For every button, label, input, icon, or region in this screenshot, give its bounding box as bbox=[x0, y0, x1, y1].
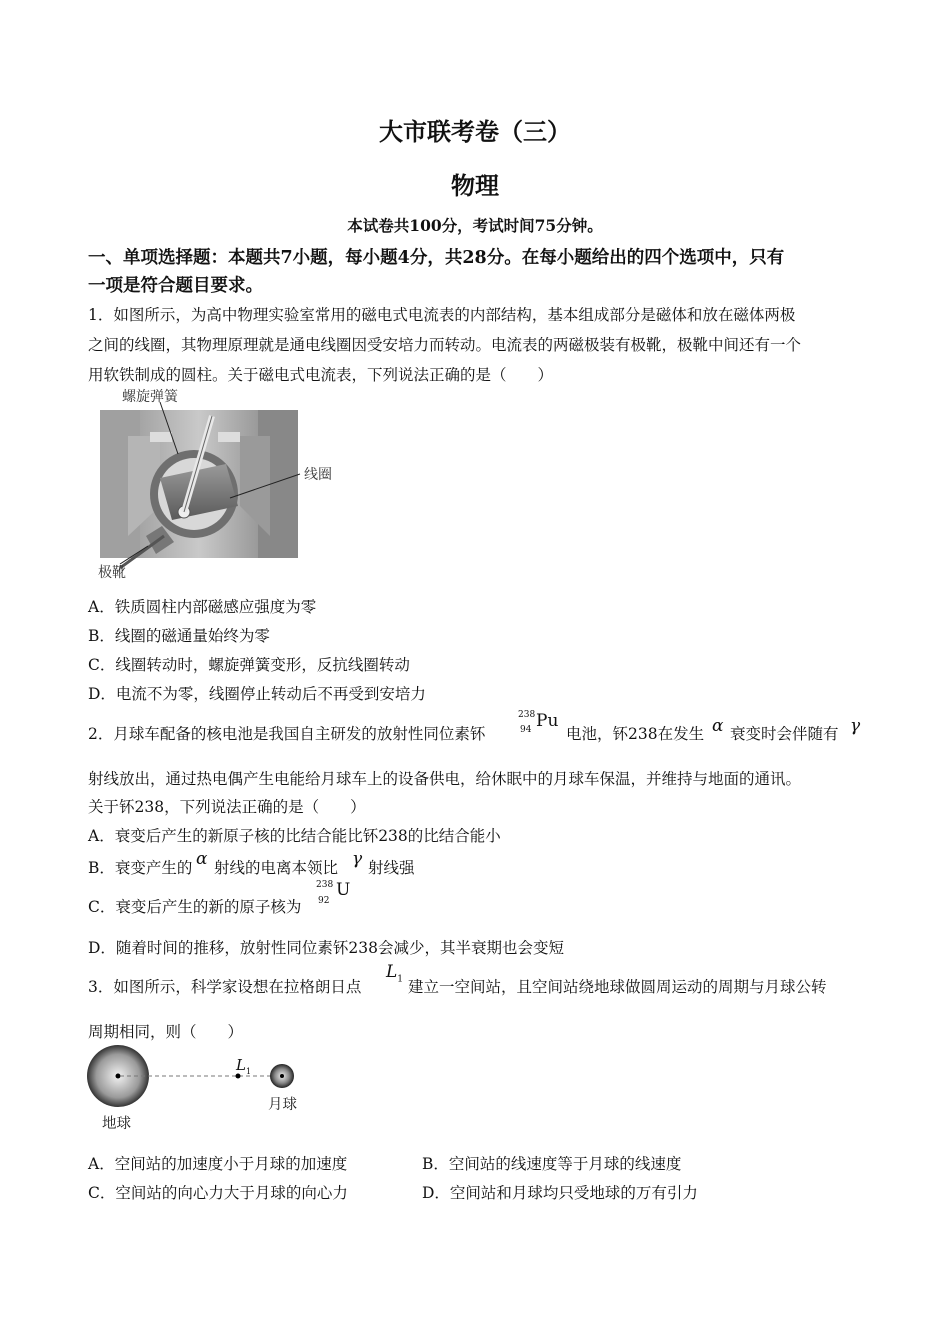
q2-line2: 射线放出，通过热电偶产生电能给月球车上的设备供电，给休眠中的月球车保温，并维持与地面的通讯。 bbox=[88, 770, 802, 788]
section-heading-line2: 一项是符合题目要求。 bbox=[88, 276, 263, 296]
l1-subscript: 1 bbox=[397, 974, 404, 985]
q1-option-b: B．线圈的磁通量始终为零 bbox=[88, 627, 270, 645]
q3-option-b: B．空间站的线速度等于月球的线速度 bbox=[422, 1155, 682, 1173]
q1-line3: 用软铁制成的圆柱。关于磁电式电流表，下列说法正确的是（ ） bbox=[88, 366, 554, 384]
q3-option-a: A．空间站的加速度小于月球的加速度 bbox=[88, 1155, 348, 1173]
l1-label bbox=[236, 1056, 251, 1076]
alpha-symbol: α bbox=[712, 716, 724, 736]
pu-atomic-number: 94 bbox=[520, 725, 532, 735]
l1-letter: L bbox=[386, 962, 398, 982]
l1-symbol bbox=[386, 962, 403, 984]
q2-line1-c: 衰变时会伴随有 bbox=[730, 725, 839, 743]
q1-line1: 1．如图所示，为高中物理实验室常用的磁电式电流表的内部结构，基本组成部分是磁体和放在磁体两极 bbox=[88, 306, 796, 324]
q2-option-d: D．随着时间的推移，放射性同位素钚238会减少，其半衰期也会变短 bbox=[88, 939, 565, 957]
exam-title: 大市联考卷（三） bbox=[379, 117, 571, 146]
earth-label: 地球 bbox=[102, 1116, 131, 1132]
gamma-symbol: γ bbox=[850, 716, 861, 736]
pu-mass-number: 238 bbox=[518, 710, 536, 720]
q2-option-a: A．衰变后产生的新原子核的比结合能比钚238的比结合能小 bbox=[88, 827, 501, 845]
pu-symbol: Pu bbox=[536, 711, 559, 731]
q2-line3: 关于钚238，下列说法正确的是（ ） bbox=[88, 798, 366, 816]
q1-line2: 之间的线圈，其物理原理就是通电线圈因受安培力而转动。电流表的两磁极装有极靴，极靴中间还有一个 bbox=[88, 336, 802, 354]
q1-option-c: C．线圈转动时，螺旋弹簧变形，反抗线圈转动 bbox=[88, 656, 410, 674]
q3-line1-a: 3．如图所示，科学家设想在拉格朗日点 bbox=[88, 978, 362, 996]
label-pole-shoe: 极靴 bbox=[98, 565, 126, 581]
q2-line1-b: 电池，钚238在发生 bbox=[566, 725, 705, 743]
q2-option-b-part3: 射线强 bbox=[368, 859, 415, 877]
q3-option-d: D．空间站和月球均只受地球的万有引力 bbox=[422, 1184, 698, 1202]
subject-title: 物理 bbox=[451, 171, 499, 200]
exam-info: 本试卷共100分，考试时间75分钟。 bbox=[347, 216, 603, 235]
u-atomic-number: 92 bbox=[318, 896, 330, 906]
l1-label-letter: L bbox=[236, 1056, 246, 1074]
q1-option-a: A．铁质圆柱内部磁感应强度为零 bbox=[88, 598, 317, 616]
q3-option-c: C．空间站的向心力大于月球的向心力 bbox=[88, 1184, 348, 1202]
label-coil: 线圈 bbox=[304, 467, 332, 483]
q1-option-d: D．电流不为零，线圈停止转动后不再受到安培力 bbox=[88, 685, 426, 703]
label-spring: 螺旋弹簧 bbox=[122, 389, 178, 405]
lagrange-figure bbox=[84, 1044, 324, 1136]
moon-label: 月球 bbox=[268, 1097, 297, 1113]
q2-option-c-part1: C．衰变后产生的新的原子核为 bbox=[88, 898, 302, 916]
section-heading-line1: 一、单项选择题：本题共7小题，每小题4分，共28分。在每小题给出的四个选项中，只有 bbox=[88, 248, 785, 268]
q2-line1-a: 2．月球车配备的核电池是我国自主研发的放射性同位素钚 bbox=[88, 725, 486, 743]
l1-label-sub: 1 bbox=[245, 1067, 252, 1076]
gamma-symbol-b: γ bbox=[352, 849, 363, 869]
alpha-symbol-b: α bbox=[196, 849, 208, 869]
q3-line1-b: 建立一空间站，且空间站绕地球做圆周运动的周期与月球公转 bbox=[408, 978, 827, 996]
q2-option-b-part1: B．衰变产生的 bbox=[88, 859, 193, 877]
u-symbol: U bbox=[336, 880, 351, 900]
q2-option-b-part2: 射线的电离本领比 bbox=[214, 859, 339, 877]
q3-line2: 周期相同，则（ ） bbox=[88, 1023, 244, 1041]
ammeter-figure bbox=[90, 386, 350, 581]
u-mass-number: 238 bbox=[316, 880, 334, 890]
